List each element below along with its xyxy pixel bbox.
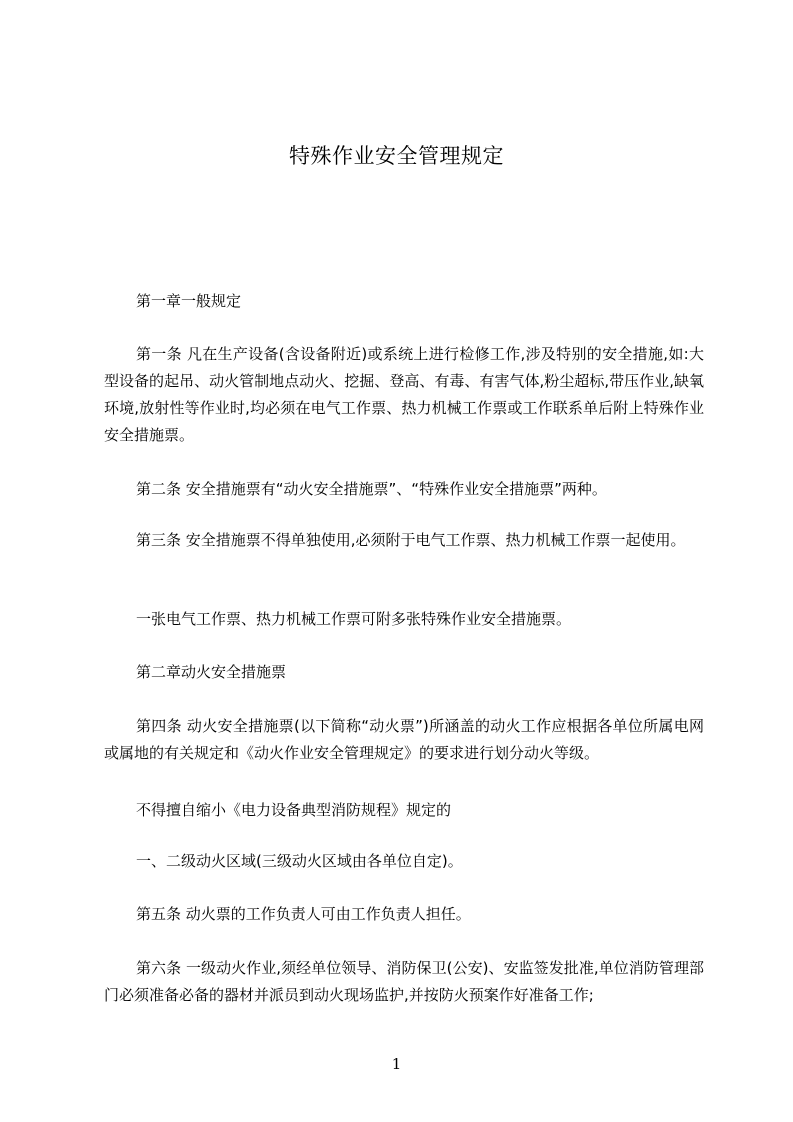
document-title: 特殊作业安全管理规定: [289, 144, 504, 168]
page-number: 1: [391, 1055, 402, 1073]
article-2: 第二条 安全措施票有“动火安全措施票”、“特殊作业安全措施票”两种。: [136, 480, 607, 498]
article-5: 第五条 动火票的工作负责人可由工作负责人担任。: [136, 905, 471, 923]
article-1: 第一条 凡在生产设备(含设备附近)或系统上进行检修工作,涉及特别的安全措施,如:大型设备的起吊、动火管制地点动火、挖掘、登高、有毒、有害气体,粉尘超标,带压作业,缺氧环境,放射性等作业时,均必须在电气工作票、热力机械工作票或工作联系单后附上特殊作业安全措施票。: [104, 345, 704, 444]
article-3: 第三条 安全措施票不得单独使用,必须附于电气工作票、热力机械工作票一起使用。: [136, 531, 686, 549]
article-4-note-continued: 一、二级动火区域(三级动火区域由各单位自定)。: [136, 852, 463, 870]
chapter-heading-2: 第二章动火安全措施票: [136, 663, 287, 681]
article-4-note: 不得擅自缩小《电力设备典型消防规程》规定的: [136, 801, 452, 819]
article-6: 第六条 一级动火作业,须经单位领导、消防保卫(公安)、安监签发批准,单位消防管理部门必须准备必备的器材并派员到动火现场监护,并按防火预案作好准备工作;: [104, 959, 704, 1004]
article-3-note: 一张电气工作票、热力机械工作票可附多张特殊作业安全措施票。: [136, 610, 572, 628]
article-4: 第四条 动火安全措施票(以下简称“动火票”)所涵盖的动火工作应根据各单位所属电网或属地的有关规定和《动火作业安全管理规定》的要求进行划分动火等级。: [104, 717, 704, 762]
chapter-heading-1: 第一章一般规定: [136, 292, 242, 310]
